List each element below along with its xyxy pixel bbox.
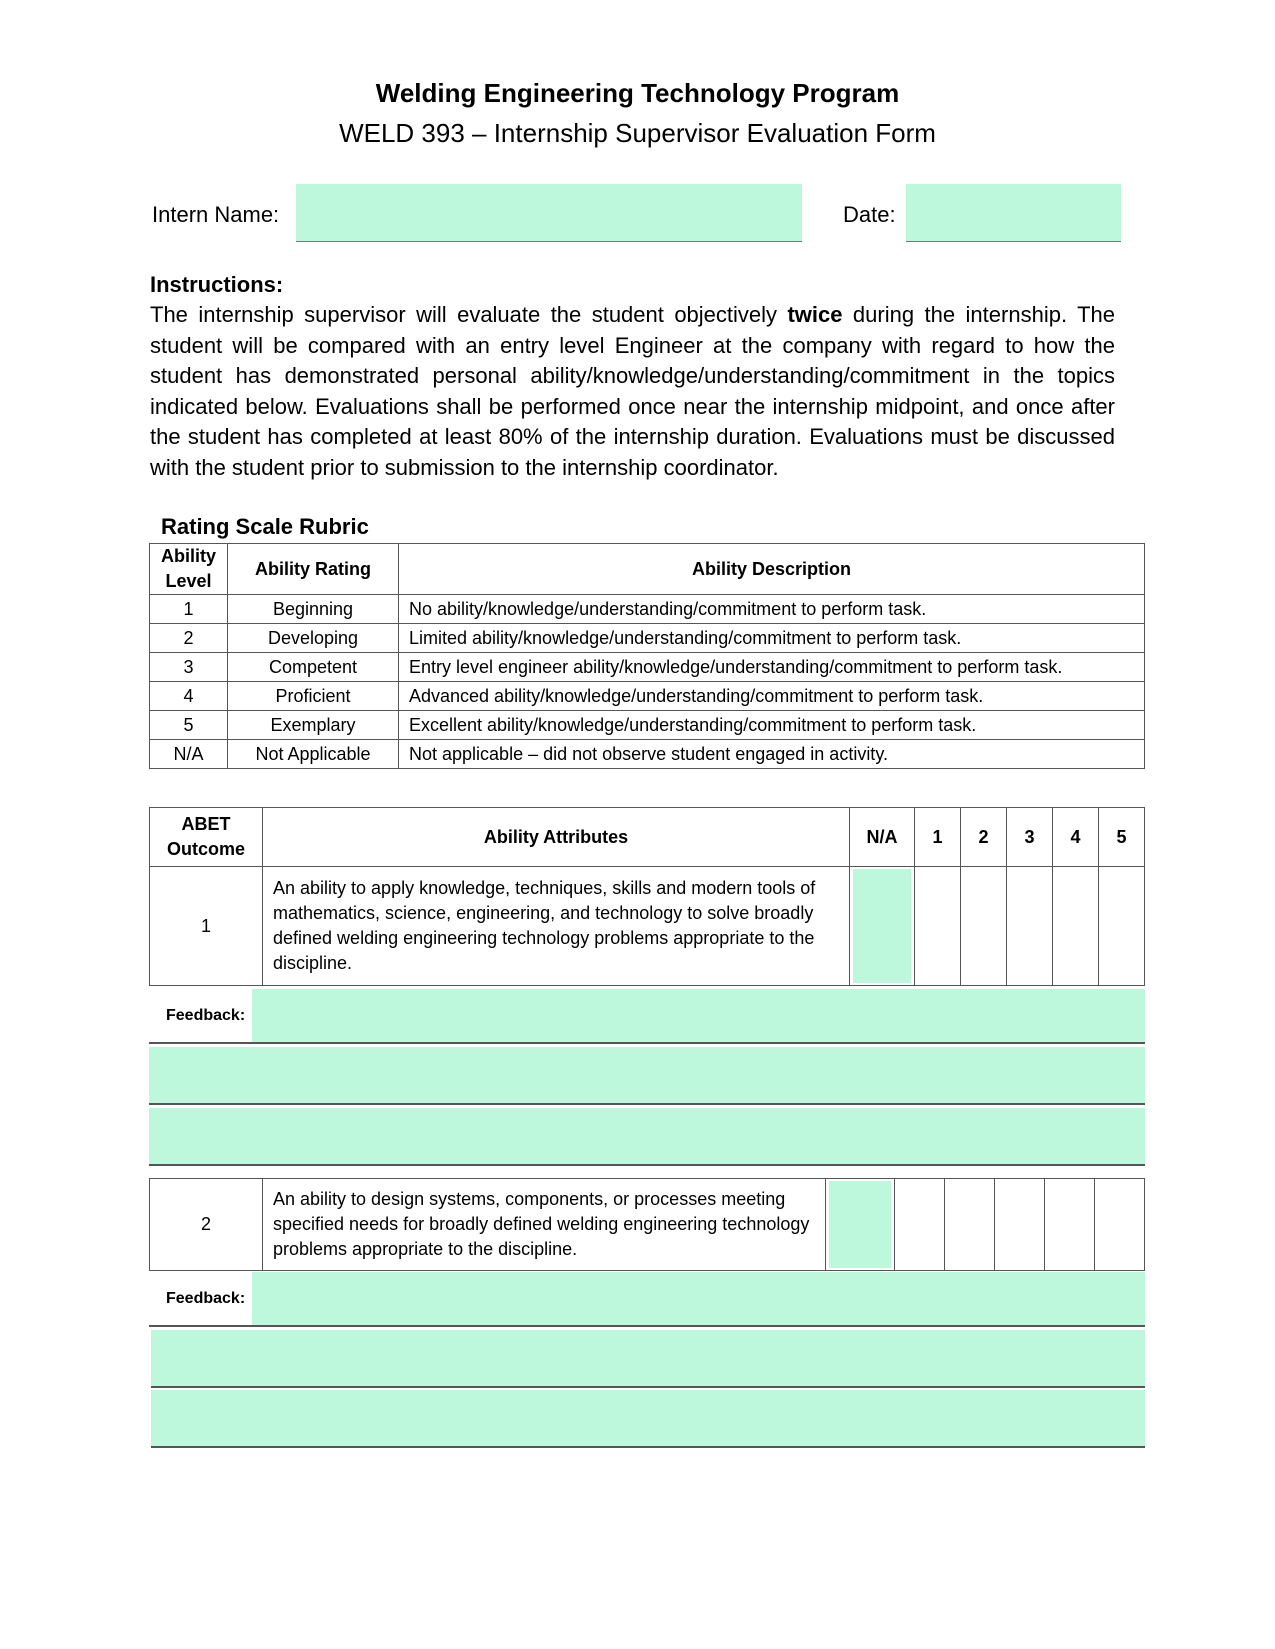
rubric-table — [149, 543, 1145, 769]
abet-outcome-number: 2 — [150, 1179, 263, 1271]
rubric-rating: Beginning — [228, 595, 399, 624]
rating-cell-5[interactable] — [1095, 1179, 1145, 1271]
date-label: Date: — [843, 202, 896, 227]
feedback-field[interactable] — [252, 989, 1145, 1042]
rating-cell-na[interactable] — [850, 867, 915, 986]
abet-outcome-number: 1 — [150, 867, 263, 986]
rubric-title: Rating Scale Rubric — [161, 514, 369, 539]
rubric-header-level: Ability Level — [150, 544, 228, 595]
rubric-row — [150, 624, 1145, 653]
abet-header-row — [150, 808, 1145, 867]
instructions-text-part1: The internship supervisor will evaluate the student objectively — [150, 302, 788, 327]
abet-table-outcome-1 — [149, 807, 1145, 986]
rubric-level: N/A — [150, 740, 228, 769]
rubric-description: Not applicable – did not observe student engaged in activity. — [399, 740, 1145, 769]
rubric-header-row — [150, 544, 1145, 595]
intern-name-label: Intern Name: — [152, 202, 280, 227]
abet-header-5: 5 — [1099, 808, 1145, 867]
feedback-field[interactable] — [252, 1272, 1145, 1325]
abet-outcome-text: An ability to design systems, components, or processes meeting specified needs for broadly defined welding engineering technology problems appropriate to the discipline. — [263, 1179, 826, 1271]
rubric-header-description: Ability Description — [399, 544, 1145, 595]
rubric-level: 1 — [150, 595, 228, 624]
feedback-row — [149, 989, 1145, 1044]
rating-cell-1[interactable] — [915, 867, 961, 986]
feedback-line[interactable] — [149, 1108, 1145, 1166]
rating-cell-4[interactable] — [1053, 867, 1099, 986]
rubric-rating: Proficient — [228, 682, 399, 711]
rubric-description: Entry level engineer ability/knowledge/understanding/commitment to perform task. — [399, 653, 1145, 682]
rubric-row — [150, 740, 1145, 769]
feedback-line[interactable] — [151, 1330, 1145, 1388]
feedback-label: Feedback: — [166, 1007, 246, 1024]
abet-header-2: 2 — [961, 808, 1007, 867]
abet-header-4: 4 — [1053, 808, 1099, 867]
rubric-rating: Competent — [228, 653, 399, 682]
rubric-row — [150, 595, 1145, 624]
rubric-rating: Not Applicable — [228, 740, 399, 769]
feedback-line[interactable] — [149, 1047, 1145, 1105]
abet-header-outcome: ABET Outcome — [150, 808, 263, 867]
intern-name-field[interactable] — [296, 184, 802, 242]
date-field[interactable] — [906, 184, 1121, 242]
abet-outcome-row — [150, 867, 1145, 986]
form-subtitle: WELD 393 – Internship Supervisor Evaluation Form — [339, 118, 936, 148]
abet-outcome-row — [150, 1179, 1145, 1271]
feedback-label: Feedback: — [166, 1290, 246, 1307]
rating-cell-2[interactable] — [961, 867, 1007, 986]
rubric-rating: Developing — [228, 624, 399, 653]
feedback-row — [149, 1272, 1145, 1327]
rating-cell-1[interactable] — [895, 1179, 945, 1271]
rubric-description: Advanced ability/knowledge/understanding/commitment to perform task. — [399, 682, 1145, 711]
form-title: Welding Engineering Technology Program — [375, 78, 900, 108]
rubric-level: 2 — [150, 624, 228, 653]
abet-header-1: 1 — [915, 808, 961, 867]
rubric-row — [150, 711, 1145, 740]
rating-cell-4[interactable] — [1045, 1179, 1095, 1271]
instructions-text-part2: during the internship. The student will be compared with an entry level Engineer at the company with regard to how the student has demonstrated personal ability/knowledge/understanding/commitment in the topics indicated below. Evaluations shall be performed once near the internship midpoint, and once after the student has completed at least 80% of the internship duration. Evaluations must be discussed with the student prior to submission to the internship coordinator. — [150, 302, 1115, 480]
instructions-title: Instructions: — [150, 272, 284, 297]
rubric-rating: Exemplary — [228, 711, 399, 740]
rating-cell-na[interactable] — [826, 1179, 895, 1271]
rubric-description: Limited ability/knowledge/understanding/commitment to perform task. — [399, 624, 1145, 653]
rubric-level: 3 — [150, 653, 228, 682]
rubric-description: Excellent ability/knowledge/understanding/commitment to perform task. — [399, 711, 1145, 740]
abet-outcome-text: An ability to apply knowledge, techniques, skills and modern tools of mathematics, science, engineering, and technology to solve broadly defined welding engineering technology problems appropriate to the discipline. — [263, 867, 850, 986]
rubric-level: 5 — [150, 711, 228, 740]
instructions-emphasis: twice — [787, 302, 843, 327]
rubric-header-rating: Ability Rating — [228, 544, 399, 595]
abet-header-3: 3 — [1007, 808, 1053, 867]
rubric-description: No ability/knowledge/understanding/commitment to perform task. — [399, 595, 1145, 624]
rubric-level: 4 — [150, 682, 228, 711]
rating-cell-3[interactable] — [1007, 867, 1053, 986]
abet-header-attributes: Ability Attributes — [263, 808, 850, 867]
rating-cell-2[interactable] — [945, 1179, 995, 1271]
rating-cell-5[interactable] — [1099, 867, 1145, 986]
abet-table-outcome-2 — [149, 1178, 1145, 1271]
abet-header-na: N/A — [850, 808, 915, 867]
instructions-text — [150, 300, 1115, 483]
rubric-row — [150, 653, 1145, 682]
rating-cell-3[interactable] — [995, 1179, 1045, 1271]
rubric-row — [150, 682, 1145, 711]
feedback-line[interactable] — [151, 1390, 1145, 1448]
